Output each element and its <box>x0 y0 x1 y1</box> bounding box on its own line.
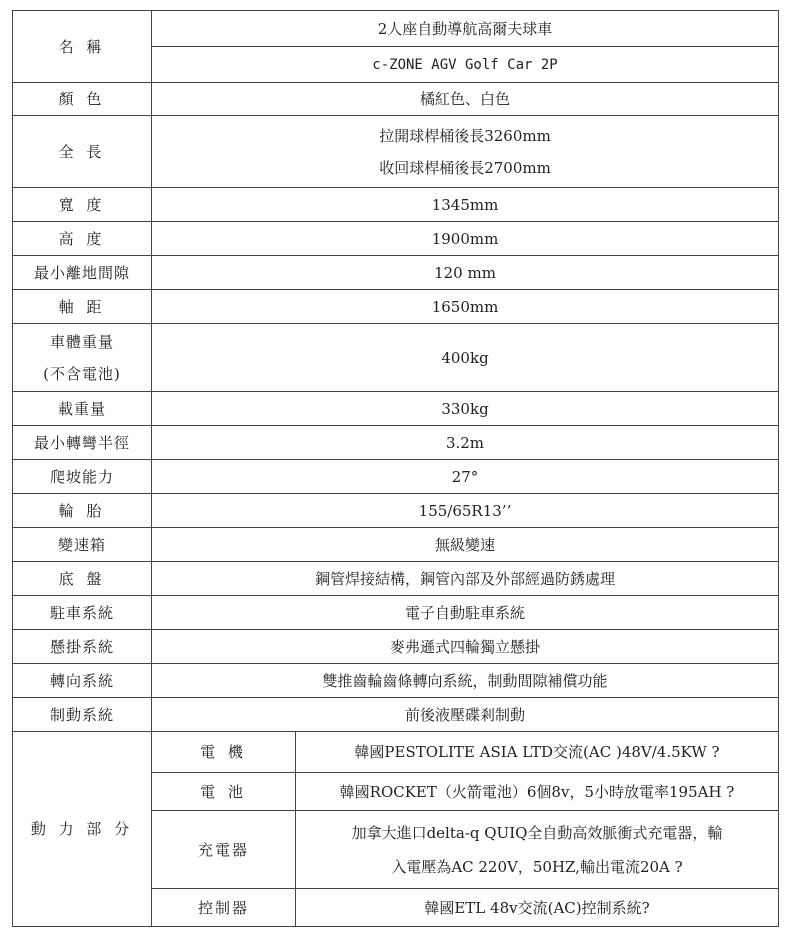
turning-value: 3.2m <box>152 426 779 460</box>
charger-value-line2: 入電壓為AC 220V，50HZ,輸出電流20A ? <box>391 857 683 876</box>
motor-label: 電 機 <box>152 732 296 773</box>
chassis-label: 底 盤 <box>13 562 152 596</box>
controller-label: 控制器 <box>152 889 296 927</box>
braking-label: 制動系統 <box>13 698 152 732</box>
steering-value: 雙推齒輪齒條轉向系統，制動間隙補償功能 <box>152 664 779 698</box>
parking-value: 電子自動駐車系統 <box>152 596 779 630</box>
controller-value: 韓國ETL 48v交流(AC)控制系統? <box>296 889 779 927</box>
wheelbase-value: 1650mm <box>152 290 779 324</box>
length-label: 全 長 <box>13 116 152 188</box>
charger-value <box>296 811 779 889</box>
weight-label-note: (不含電池) <box>43 364 121 383</box>
climb-label: 爬坡能力 <box>13 460 152 494</box>
climb-value: 27° <box>152 460 779 494</box>
charger-label: 充電器 <box>152 811 296 889</box>
tire-label: 輪 胎 <box>13 494 152 528</box>
braking-value: 前後液壓碟剎制動 <box>152 698 779 732</box>
name-value-english: c-ZONE AGV Golf Car 2P <box>152 47 779 83</box>
battery-label: 電 池 <box>152 773 296 811</box>
steering-label: 轉向系統 <box>13 664 152 698</box>
width-value: 1345mm <box>152 188 779 222</box>
clearance-label: 最小離地間隙 <box>13 256 152 290</box>
gearbox-label: 變速箱 <box>13 528 152 562</box>
color-label: 顏 色 <box>13 83 152 116</box>
clearance-value: 120 mm <box>152 256 779 290</box>
power-section-label: 動 力 部 分 <box>13 732 152 927</box>
color-value: 橘紅色、白色 <box>152 83 779 116</box>
load-label: 載重量 <box>13 392 152 426</box>
chassis-value: 鋼管焊接結構，鋼管內部及外部經過防銹處理 <box>152 562 779 596</box>
length-value <box>152 116 779 188</box>
length-value-retracted: 收回球桿桶後長2700mm <box>379 158 551 177</box>
width-label: 寬 度 <box>13 188 152 222</box>
name-label: 名 稱 <box>13 11 152 83</box>
parking-label: 駐車系統 <box>13 596 152 630</box>
length-value-extended: 拉開球桿桶後長3260mm <box>379 126 551 145</box>
battery-value: 韓國ROCKET（火箭電池）6個8v，5小時放電率195AH ? <box>296 773 779 811</box>
height-value: 1900mm <box>152 222 779 256</box>
spec-table <box>12 10 779 927</box>
weight-label-main: 車體重量 <box>49 332 114 351</box>
load-value: 330kg <box>152 392 779 426</box>
motor-value: 韓國PESTOLITE ASIA LTD交流(AC )48V/4.5KW ? <box>296 732 779 773</box>
suspension-value: 麥弗遜式四輪獨立懸掛 <box>152 630 779 664</box>
weight-value: 400kg <box>152 324 779 392</box>
turning-label: 最小轉彎半徑 <box>13 426 152 460</box>
gearbox-value: 無級變速 <box>152 528 779 562</box>
charger-value-line1: 加拿大進口delta-q QUIQ全自動高效脈衝式充電器，輸 <box>351 823 723 842</box>
suspension-label: 懸掛系統 <box>13 630 152 664</box>
weight-label <box>13 324 152 392</box>
name-value-chinese: 2人座自動導航高爾夫球車 <box>152 11 779 47</box>
height-label: 高 度 <box>13 222 152 256</box>
tire-value: 155/65R13’’ <box>152 494 779 528</box>
wheelbase-label: 軸 距 <box>13 290 152 324</box>
